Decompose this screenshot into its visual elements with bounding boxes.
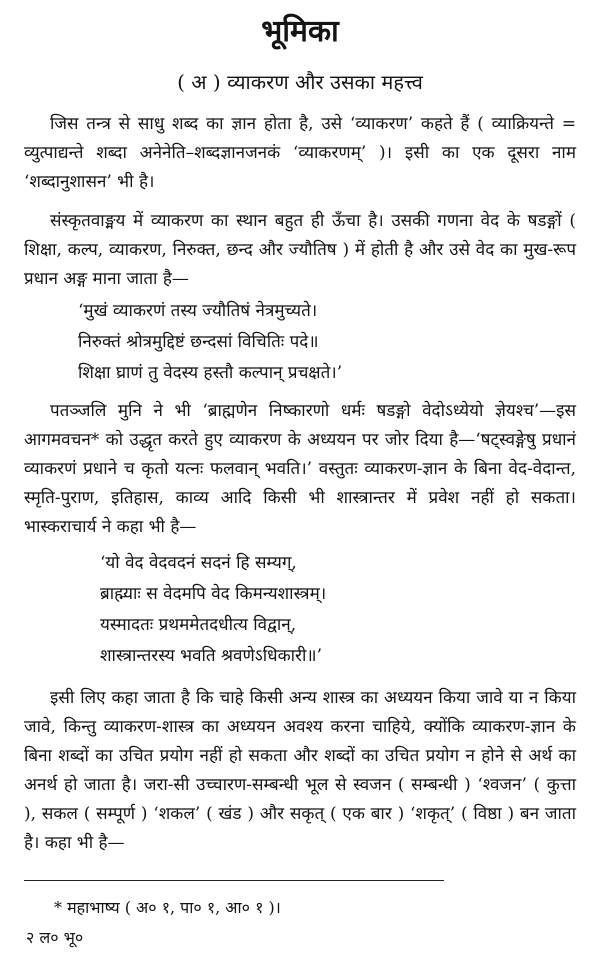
verse-block-2 [100, 548, 576, 672]
verse-block-1 [78, 296, 576, 389]
paragraph-patanjali: पतञ्जलि मुनि ने भी ‘ब्राह्मणेन निष्कारणो धर्मः षडङ्गो वेदोऽध्येयो ज्ञेयश्च’—इस आगमवचन* को उद्धृत करते हुए व्याकरण के अध्ययन पर जोर दिया है—‘षट्स्वङ्गेषु प्रधानं व्याकरणं प्रधाने च कृतो यत्नः फलवान् भवति।’ वस्तुतः व्याकरण-ज्ञान के बिना वेद-वेदान्त, स्मृति-पुराण, इतिहास, काव्य आदि किसी भी शास्त्रान्तर में प्रवेश नहीं हो सकता। भास्कराचार्य ने कहा भी है— [24, 401, 576, 537]
verse-line: ‘यो वेद वेदवदनं सदनं हि सम्यग्, [100, 553, 297, 573]
paragraph-vedanga: संस्कृतवाङ्मय में व्याकरण का स्थान बहुत ही ऊँचा है। उसकी गणना वेद के षडङ्गों ( शिक्षा, कल्प, व्याकरण, निरुक्त, छन्द और ज्यौतिष ) में होती है और उसे वेद का मुख-रूप प्रधान अङ्ग माना जाता है— [24, 211, 576, 289]
verse-line: शिक्षा घ्राणं तु वेदस्य हस्तौ कल्पान् प्रचक्षते।’ [78, 363, 343, 383]
paragraph-importance: इसी लिए कहा जाता है कि चाहे किसी अन्य शास्त्र का अध्ययन किया जावे या न किया जावे, किन्तु व्याकरण-शास्त्र का अध्ययन अवश्य करना चाहिये, क्योंकि व्याकरण-ज्ञान के बिना शब्दों का उचित प्रयोग नहीं हो सकता और शब्दों का उचित प्रयोग न होने से अर्थ का अनर्थ हो जाता है। जरा-सी उच्चारण-सम्बन्धी भूल से स्वजन ( सम्बन्धी ) ‘श्वजन’ ( कुत्ता ), सकल ( सम्पूर्ण ) ‘शकल’ ( खंड ) और सकृत् ( एक बार ) ‘शकृत्’ ( विष्ठा ) बन जाता है। कहा भी है— [24, 688, 576, 853]
footnote-divider [24, 880, 444, 881]
verse-line: ‘मुखं व्याकरणं तस्य ज्यौतिषं नेत्रमुच्यते। [78, 301, 318, 321]
paragraph-definition: जिस तन्त्र से साधु शब्द का ज्ञान होता है, उसे ‘व्याकरण’ कहते हैं ( व्याक्रियन्ते = व्युत्पाद्यन्ते शब्दा अनेनेति–शब्दज्ञानजनकं ‘व्याकरणम्’ )। इसी का एक दूसरा नाम ‘शब्दानुशासन’ भी है। [24, 114, 576, 192]
page-signature: २ ल० भू० [26, 928, 84, 947]
verse-line: ब्राह्म्याः स वेदमपि वेद किमन्यशास्त्रम्। [100, 584, 327, 604]
footnote: * महाभाष्य ( अ० १, पा० १, आ० १ )। [54, 898, 281, 917]
section-heading: ( अ ) व्याकरण और उसका महत्त्व [177, 70, 423, 94]
verse-line: शास्त्रान्तरस्य भवति श्रवणेऽधिकारी॥’ [100, 646, 322, 666]
page-title: भूमिका [261, 14, 339, 49]
verse-line: यस्मादतः प्रथममेतदधीत्य विद्वान्, [100, 615, 297, 635]
verse-line: निरुक्तं श्रोत्रमुद्दिष्टं छन्दसां विचितिः पदे॥ [78, 332, 319, 352]
